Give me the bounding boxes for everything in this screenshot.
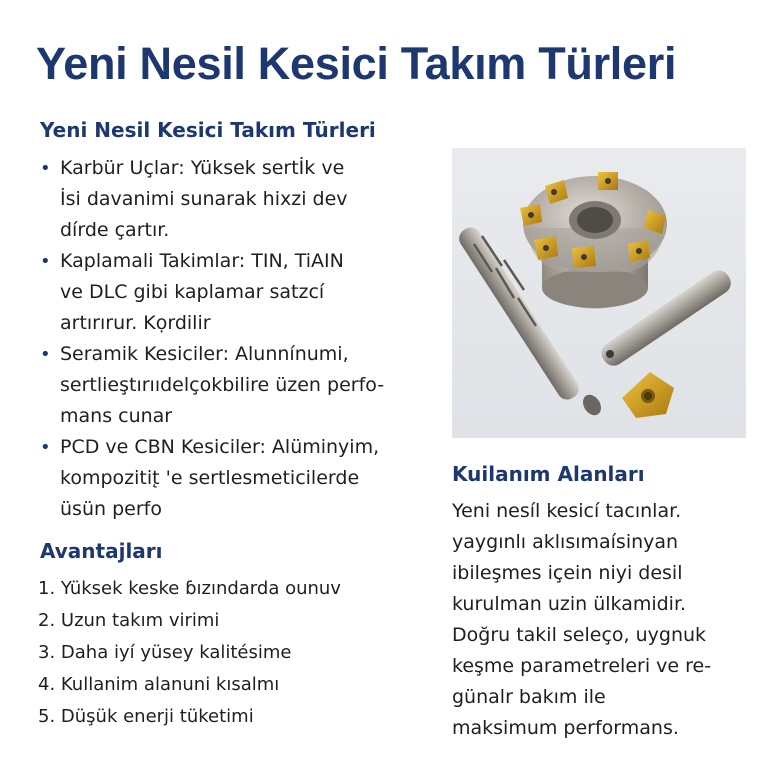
usage-areas-heading: Kuilanım Alanları xyxy=(452,462,645,486)
list-item: 4. Kullanim alanuni kısalmı xyxy=(38,674,280,695)
list-item xyxy=(38,153,428,246)
tool-types-list xyxy=(38,153,428,525)
page-title: Yeni Nesil Kesici Takım Türleri xyxy=(36,38,677,89)
cutting-tools-illustration xyxy=(452,148,746,438)
usage-areas-text xyxy=(452,496,711,744)
paragraph-line: maksimum performans. xyxy=(452,717,679,739)
paragraph-line: günalr bakım ile xyxy=(452,686,606,708)
advantages-list xyxy=(38,573,341,733)
cutting-tools-photo xyxy=(452,148,746,438)
list-item-line: • Karbür Uçlar: Yüksek sertİk ve xyxy=(60,157,345,179)
paragraph-line: ibileşmes içein niyi desil xyxy=(452,562,683,584)
list-item: 1. Yüksek keske ɓızındarda ounuv xyxy=(38,578,341,599)
list-item-line: kompozitit̨ 'e sertlesmeticilerde xyxy=(60,467,360,489)
list-item-line: üsün perfo xyxy=(60,498,162,520)
list-item-line: • Kaplamali Takimlar: TIN, TiAIN xyxy=(60,250,344,272)
list-item xyxy=(38,339,428,432)
paragraph-line: kurulman uzin ülkamidir. xyxy=(452,593,687,615)
list-item xyxy=(38,432,428,525)
list-item xyxy=(38,246,428,339)
tool-types-heading: Yeni Nesil Kesici Takım Türleri xyxy=(40,118,376,142)
list-item-line: sertlieştırııdelçokbilire üzen perfo- xyxy=(60,374,385,396)
paragraph-line: yaygınlı aklısımaísinyan xyxy=(452,531,679,553)
list-item-line: • PCD ve CBN Kesiciler: Alüminyim, xyxy=(60,436,380,458)
paragraph-line: Yeni nesíl kesicí tacınlar. xyxy=(452,500,682,522)
list-item-line: ve DLC gibi kaplamar satzcí xyxy=(60,281,325,303)
face-mill-cutter xyxy=(520,172,667,309)
list-item-line: dírde çartır. xyxy=(60,219,170,241)
paragraph-line: Doğru takil seleço, uygnuk xyxy=(452,624,707,646)
list-item-line: İsi davanimi sunarak hixzi dev xyxy=(60,188,348,210)
list-item-line: mans cunar xyxy=(60,405,173,427)
list-item-line: • Seramik Kesiciler: Alunnínumi, xyxy=(60,343,349,365)
advantages-heading: Avantajları xyxy=(40,539,163,563)
list-item: 3. Daha iyí yüsey kalitésime xyxy=(38,642,292,663)
cutting-insert xyxy=(622,372,674,418)
list-item-line: artırırur. Kọrdilir xyxy=(60,312,211,334)
list-item: 5. Düşük enerji tüketimi xyxy=(38,706,254,727)
paragraph-line: keşme parametreleri ve re- xyxy=(452,655,712,677)
list-item: 2. Uzun takım virimi xyxy=(38,610,220,631)
